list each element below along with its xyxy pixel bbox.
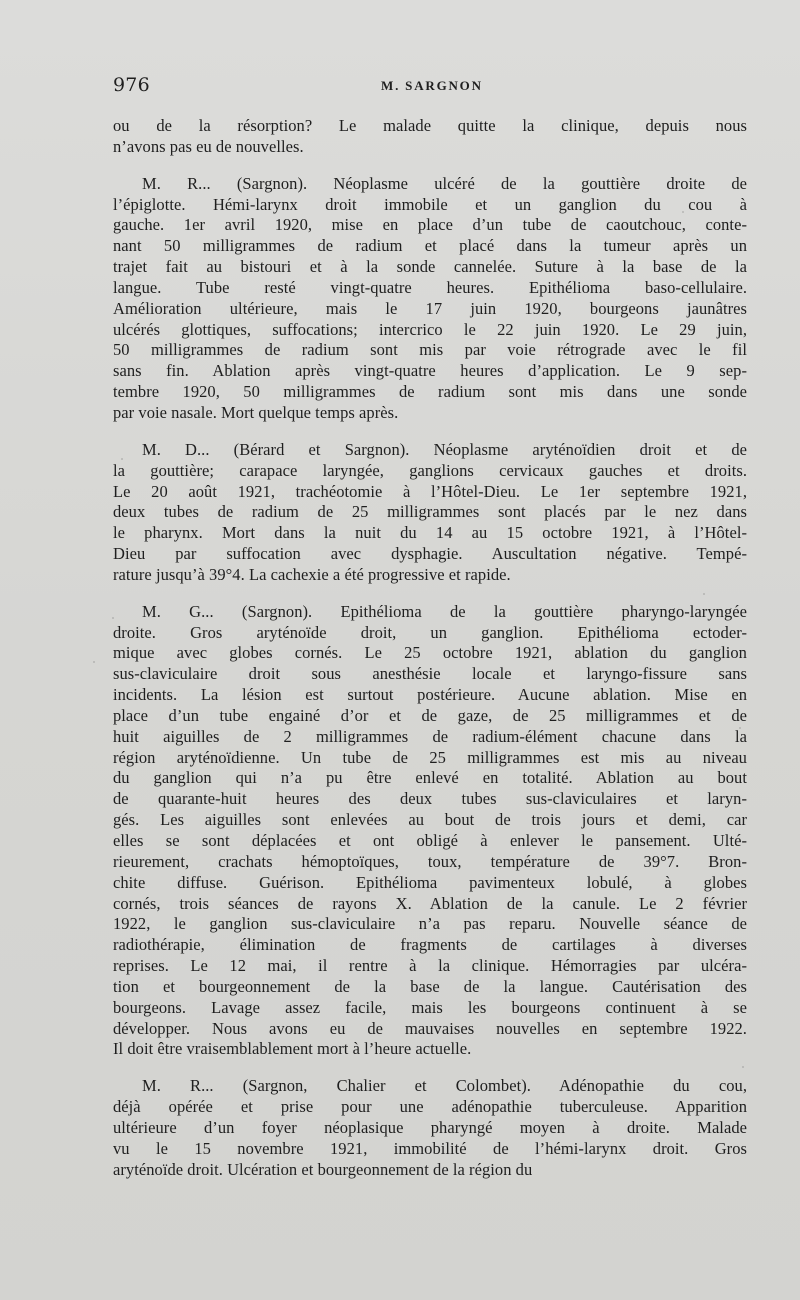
text-line: elles se sont déplacées et ont obligé à enlever le pansement. Ulté- bbox=[113, 831, 747, 850]
text-line: M. G... (Sargnon). Epithélioma de la gouttière pharyngo-laryngée bbox=[142, 601, 747, 621]
text-line: développer. Nous avons eu de mauvaises nouvelles en septembre 1922. bbox=[113, 1018, 747, 1038]
text-line: par voie nasale. Mort quelque temps après. bbox=[113, 402, 399, 422]
body-text bbox=[113, 116, 747, 1181]
text-line: vu le 15 novembre 1921, immobilité de l’hémi-larynx droit. Gros bbox=[113, 1138, 747, 1158]
text-line: 50 milligrammes de radium sont mis par voie rétrograde avec le fil bbox=[113, 340, 747, 360]
text-line: mique avec globes cornés. Le 25 octobre 1921, ablation du ganglion bbox=[113, 643, 747, 663]
text-line: M. R... (Sargnon). Néoplasme ulcéré de la gouttière droite de bbox=[142, 173, 747, 193]
paragraph bbox=[113, 602, 747, 1061]
text-line: cornés, trois séances de rayons X. Ablation de la canule. Le 2 février bbox=[113, 893, 747, 913]
text-line: sus-claviculaire droit sous anesthésie locale et laryngo-fissure sans bbox=[113, 664, 747, 684]
paper-speck bbox=[739, 727, 741, 729]
paper-speck bbox=[93, 661, 95, 663]
paragraph bbox=[113, 174, 747, 424]
text-line: ulcérés glottiques, suffocations; intercrico le 22 juin 1920. Le 29 juin, bbox=[113, 319, 747, 339]
text-line: M. D... (Bérard et Sargnon). Néoplasme aryténoïdien droit et de bbox=[142, 439, 747, 459]
text-line: le pharynx. Mort dans la nuit du 14 au 15 octobre 1921, à l’Hôtel- bbox=[113, 523, 747, 543]
paper-speck bbox=[150, 184, 152, 186]
text-line: Dieu par suffocation avec dysphagie. Auscultation négative. Tempé- bbox=[113, 544, 747, 564]
text-line: déjà opérée et prise pour une adénopathie tuberculeuse. Apparition bbox=[113, 1097, 747, 1117]
text-line: Amélioration ultérieure, mais le 17 juin 1920, bourgeons jaunâtres bbox=[113, 298, 747, 318]
page-number: 976 bbox=[113, 74, 150, 96]
text-line: tembre 1920, 50 milligrammes de radium sont mis dans une sonde bbox=[113, 382, 747, 402]
text-line: incidents. La lésion est surtout postérieure. Aucune ablation. Mise en bbox=[113, 685, 747, 705]
text-line: huit aiguilles de 2 milligrammes de radium-élément chacune dans la bbox=[113, 726, 747, 746]
text-line: langue. Tube resté vingt-quatre heures. Epithélioma baso-cellulaire. bbox=[113, 277, 747, 297]
paragraph bbox=[113, 440, 747, 586]
text-line: Il doit être vraisemblablement mort à l’heure actuelle. bbox=[113, 1039, 472, 1059]
text-line: n’avons pas eu de nouvelles. bbox=[113, 136, 304, 156]
text-line: l’épiglotte. Hémi-larynx droit immobile et un ganglion du cou à bbox=[113, 194, 747, 214]
text-line: M. R... (Sargnon, Chalier et Colombet). Adénopathie du cou, bbox=[142, 1076, 747, 1096]
text-line: reprises. Le 12 mai, il rentre à la clinique. Hémorragies par ulcéra- bbox=[113, 956, 747, 976]
text-line: gauche. 1er avril 1920, mise en place d’un tube de caoutchouc, conte- bbox=[113, 215, 747, 235]
text-line: gés. Les aiguilles sont enlevées au bout de trois jours et demi, car bbox=[113, 810, 747, 830]
text-line: chite diffuse. Guérison. Epithélioma pavimenteux lobulé, à globes bbox=[113, 872, 747, 892]
paper-speck bbox=[742, 1066, 744, 1068]
text-line: rature jusqu’à 39°4. La cachexie a été progressive et rapide. bbox=[113, 564, 511, 584]
paragraph bbox=[113, 116, 747, 158]
running-head: M. SARGNON bbox=[381, 78, 483, 93]
paper-speck bbox=[682, 211, 684, 213]
text-line: rieurement, crachats hémoptoïques, toux, température de 39°7. Bron- bbox=[113, 851, 747, 871]
text-line: de quarante-huit heures des deux tubes sus-claviculaires et laryn- bbox=[113, 789, 747, 809]
text-line: bourgeons. Lavage assez facile, mais les bourgeons continuent à se bbox=[113, 997, 747, 1017]
paper-speck bbox=[112, 617, 114, 619]
text-line: ou de la résorption? Le malade quitte la clinique, depuis nous bbox=[113, 116, 747, 135]
paragraph bbox=[113, 1076, 747, 1180]
text-line: place d’un tube engainé d’or et de gaze, de 25 milligrammes et de bbox=[113, 705, 747, 725]
text-line: ultérieure d’un foyer néoplasique pharyngé moyen à droite. Malade bbox=[113, 1117, 747, 1137]
text-line: droite. Gros aryténoïde droit, un ganglion. Epithélioma ectoder- bbox=[113, 622, 747, 642]
text-line: nant 50 milligrammes de radium et placé dans la tumeur après un bbox=[113, 236, 747, 256]
paper-speck bbox=[703, 593, 705, 595]
text-line: Le 20 août 1921, trachéotomie à l’Hôtel-Dieu. Le 1er septembre 1921, bbox=[113, 481, 747, 501]
text-line: deux tubes de radium de 25 milligrammes sont placés par le nez dans bbox=[113, 502, 747, 522]
text-line: la gouttière; carapace laryngée, ganglions cervicaux gauches et droits. bbox=[113, 460, 747, 480]
text-line: trajet fait au bistouri et à la sonde cannelée. Suture à la base de la bbox=[113, 257, 747, 277]
text-line: tion et bourgeonnement de la base de la langue. Cautérisation des bbox=[113, 976, 747, 996]
page-header bbox=[113, 74, 743, 98]
text-line: du ganglion qui n’a pu être enlevé en totalité. Ablation au bout bbox=[113, 768, 747, 788]
text-line: aryténoïde droit. Ulcération et bourgeonnement de la région du bbox=[113, 1159, 533, 1179]
text-line: région aryténoïdienne. Un tube de 25 milligrammes est mis au niveau bbox=[113, 747, 747, 767]
text-line: sans fin. Ablation après vingt-quatre heures d’application. Le 9 sep- bbox=[113, 361, 747, 381]
paper-speck bbox=[121, 458, 123, 460]
text-line: 1922, le ganglion sus-claviculaire n’a pas reparu. Nouvelle séance de bbox=[113, 914, 747, 934]
text-line: radiothérapie, élimination de fragments de cartilages à diverses bbox=[113, 935, 747, 955]
